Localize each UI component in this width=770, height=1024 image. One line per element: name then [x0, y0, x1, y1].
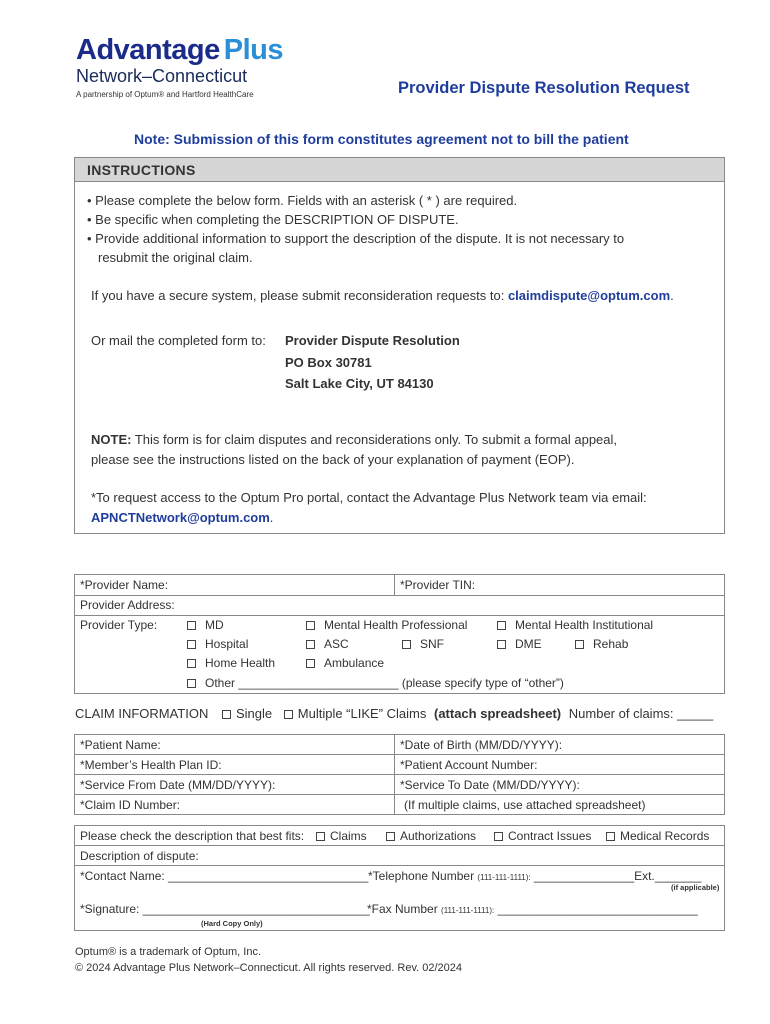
- claim-info-label: CLAIM INFORMATION: [75, 706, 209, 721]
- row-divider: [74, 794, 725, 795]
- type-rehab-label: Rehab: [593, 637, 629, 651]
- category-medical-records-label: Medical Records: [620, 829, 710, 843]
- mail-address-line: PO Box 30781: [285, 355, 372, 370]
- type-md-label: MD: [205, 618, 224, 632]
- category-authorizations-label: Authorizations: [400, 829, 477, 843]
- health-plan-id-field[interactable]: *Member’s Health Plan ID:: [80, 758, 222, 772]
- date-of-birth-field[interactable]: *Date of Birth (MM/DD/YYYY):: [400, 738, 563, 752]
- checkbox-icon: [606, 832, 615, 841]
- portal-email-line: [91, 510, 273, 525]
- logo-advantage: Advantage: [76, 34, 220, 66]
- secure-submission-text: [91, 288, 674, 303]
- type-dme-checkbox[interactable]: [497, 637, 542, 651]
- type-rehab-checkbox[interactable]: [575, 637, 628, 651]
- type-mhi-label: Mental Health Institutional: [515, 618, 654, 632]
- checkbox-icon: [306, 659, 315, 668]
- provider-address-field[interactable]: Provider Address:: [80, 598, 175, 612]
- column-divider: [394, 574, 395, 595]
- checkbox-icon: [306, 640, 315, 649]
- secure-text: If you have a secure system, please submit reconsideration requests to:: [91, 288, 508, 303]
- telephone-blank: _______________Ext._______: [533, 869, 702, 883]
- description-of-dispute-field[interactable]: Description of dispute:: [80, 849, 199, 863]
- category-medical-records-checkbox[interactable]: [606, 829, 709, 843]
- checkbox-icon: [575, 640, 584, 649]
- type-snf-checkbox[interactable]: [402, 637, 444, 651]
- checkbox-icon: [402, 640, 411, 649]
- provider-type-label: Provider Type:: [80, 618, 158, 632]
- type-hospital-checkbox[interactable]: [187, 637, 248, 651]
- number-of-claims-field[interactable]: Number of claims: _____: [568, 706, 714, 721]
- signature-field[interactable]: *Signature: __________________________________: [80, 902, 370, 916]
- checkbox-icon: [497, 621, 506, 630]
- row-divider: [74, 615, 725, 616]
- instruction-bullet: • Be specific when completing the DESCRIPTION OF DISPUTE.: [87, 212, 459, 227]
- note-label: NOTE:: [91, 432, 132, 447]
- multiple-claims-note: (If multiple claims, use attached spreadsheet): [404, 798, 646, 812]
- claimdispute-email-link[interactable]: claimdispute@optum.com: [507, 288, 671, 303]
- type-asc-label: ASC: [324, 637, 349, 651]
- copyright-notice: © 2024 Advantage Plus Network–Connecticut. All rights reserved. Rev. 02/2024: [75, 962, 463, 974]
- secure-end: .: [670, 288, 674, 303]
- type-md-checkbox[interactable]: [187, 618, 224, 632]
- fax-format: (111-111-1111):: [441, 906, 495, 915]
- type-mhp-label: Mental Health Professional: [324, 618, 468, 632]
- type-hospital-label: Hospital: [205, 637, 249, 651]
- mail-address-line: Provider Dispute Resolution: [285, 333, 460, 348]
- telephone-format: (111-111-1111):: [477, 873, 531, 882]
- category-claims-label: Claims: [330, 829, 367, 843]
- single-label: Single: [236, 706, 273, 721]
- portal-end: .: [269, 510, 274, 525]
- instruction-bullet-continued: resubmit the original claim.: [98, 250, 253, 265]
- telephone-field[interactable]: [368, 869, 701, 883]
- type-home-health-label: Home Health: [205, 656, 276, 670]
- appeal-note: [91, 432, 617, 447]
- row-divider: [74, 845, 725, 846]
- checkbox-icon: [187, 679, 196, 688]
- instructions-header: [75, 158, 724, 182]
- attach-spreadsheet-label: (attach spreadsheet): [433, 706, 562, 721]
- fax-blank: ______________________________: [497, 902, 698, 916]
- note-text: This form is for claim disputes and reconsiderations only. To submit a formal appeal,: [131, 432, 618, 447]
- dispute-category-label: Please check the description that best fits:: [80, 829, 305, 843]
- telephone-label: *Telephone Number: [368, 869, 475, 883]
- single-claim-checkbox[interactable]: [222, 706, 272, 721]
- checkbox-icon: [187, 621, 196, 630]
- checkbox-icon: [284, 710, 293, 719]
- type-other-checkbox[interactable]: [187, 676, 564, 690]
- category-contract-checkbox[interactable]: [494, 829, 591, 843]
- appeal-note-line2: please see the instructions listed on the back of your explanation of payment (EOP).: [91, 452, 575, 467]
- logo-plus: Plus: [223, 34, 284, 66]
- service-from-field[interactable]: *Service From Date (MM/DD/YYYY):: [80, 778, 276, 792]
- checkbox-icon: [494, 832, 503, 841]
- page-title: Provider Dispute Resolution Request: [398, 79, 690, 97]
- category-authorizations-checkbox[interactable]: [386, 829, 476, 843]
- row-divider: [74, 774, 725, 775]
- checkbox-icon: [187, 659, 196, 668]
- type-home-health-checkbox[interactable]: [187, 656, 275, 670]
- logo-wordmark: [76, 34, 283, 67]
- checkbox-icon: [316, 832, 325, 841]
- trademark-notice: Optum® is a trademark of Optum, Inc.: [75, 946, 262, 958]
- type-asc-checkbox[interactable]: [306, 637, 349, 651]
- type-snf-label: SNF: [420, 637, 444, 651]
- category-claims-checkbox[interactable]: [316, 829, 367, 843]
- row-divider: [74, 865, 725, 866]
- logo-network: Network–Connecticut: [76, 66, 248, 86]
- checkbox-icon: [187, 640, 196, 649]
- row-divider: [74, 595, 725, 596]
- billing-note: Note: Submission of this form constitutes agreement not to bill the patient: [134, 131, 629, 147]
- checkbox-icon: [306, 621, 315, 630]
- logo-tagline: A partnership of Optum® and Hartford HealthCare: [76, 90, 254, 99]
- mail-label: Or mail the completed form to:: [91, 333, 266, 348]
- category-contract-label: Contract Issues: [508, 829, 592, 843]
- fax-label: *Fax Number: [367, 902, 438, 916]
- hard-copy-note: (Hard Copy Only): [201, 919, 263, 928]
- portal-text: *To request access to the Optum Pro portal, contact the Advantage Plus Network team via email:: [91, 490, 647, 505]
- provider-name-field[interactable]: *Provider Name:: [80, 578, 169, 592]
- multiple-label: Multiple “LIKE” Claims: [297, 706, 427, 721]
- type-mhi-checkbox[interactable]: [497, 618, 653, 632]
- type-ambulance-checkbox[interactable]: [306, 656, 384, 670]
- multiple-claims-checkbox[interactable]: [284, 706, 427, 721]
- if-applicable-note: (if applicable): [671, 883, 720, 892]
- fax-field[interactable]: [367, 902, 698, 916]
- instructions-heading: INSTRUCTIONS: [87, 162, 196, 178]
- claim-id-field[interactable]: *Claim ID Number:: [80, 798, 181, 812]
- instruction-bullet: • Please complete the below form. Fields with an asterisk ( * ) are required.: [87, 193, 518, 208]
- checkbox-icon: [497, 640, 506, 649]
- instruction-bullet: • Provide additional information to support the description of the dispute. It is not necessary to: [87, 231, 625, 246]
- type-other-label: Other ________________________ (please specify type of “other”): [205, 676, 564, 690]
- patient-account-field[interactable]: *Patient Account Number:: [400, 758, 538, 772]
- claim-information-row: [75, 706, 713, 721]
- mail-address-line: Salt Lake City, UT 84130: [285, 376, 434, 391]
- type-mhp-checkbox[interactable]: [306, 618, 467, 632]
- contact-name-field[interactable]: *Contact Name: ______________________________: [80, 869, 369, 883]
- apnct-email-link[interactable]: APNCTNetwork@optum.com: [91, 510, 270, 525]
- column-divider: [394, 734, 395, 815]
- row-divider: [74, 754, 725, 755]
- checkbox-icon: [222, 710, 231, 719]
- service-to-field[interactable]: *Service To Date (MM/DD/YYYY):: [400, 778, 580, 792]
- patient-name-field[interactable]: *Patient Name:: [80, 738, 161, 752]
- type-ambulance-label: Ambulance: [324, 656, 385, 670]
- type-dme-label: DME: [515, 637, 542, 651]
- checkbox-icon: [386, 832, 395, 841]
- provider-tin-field[interactable]: *Provider TIN:: [400, 578, 476, 592]
